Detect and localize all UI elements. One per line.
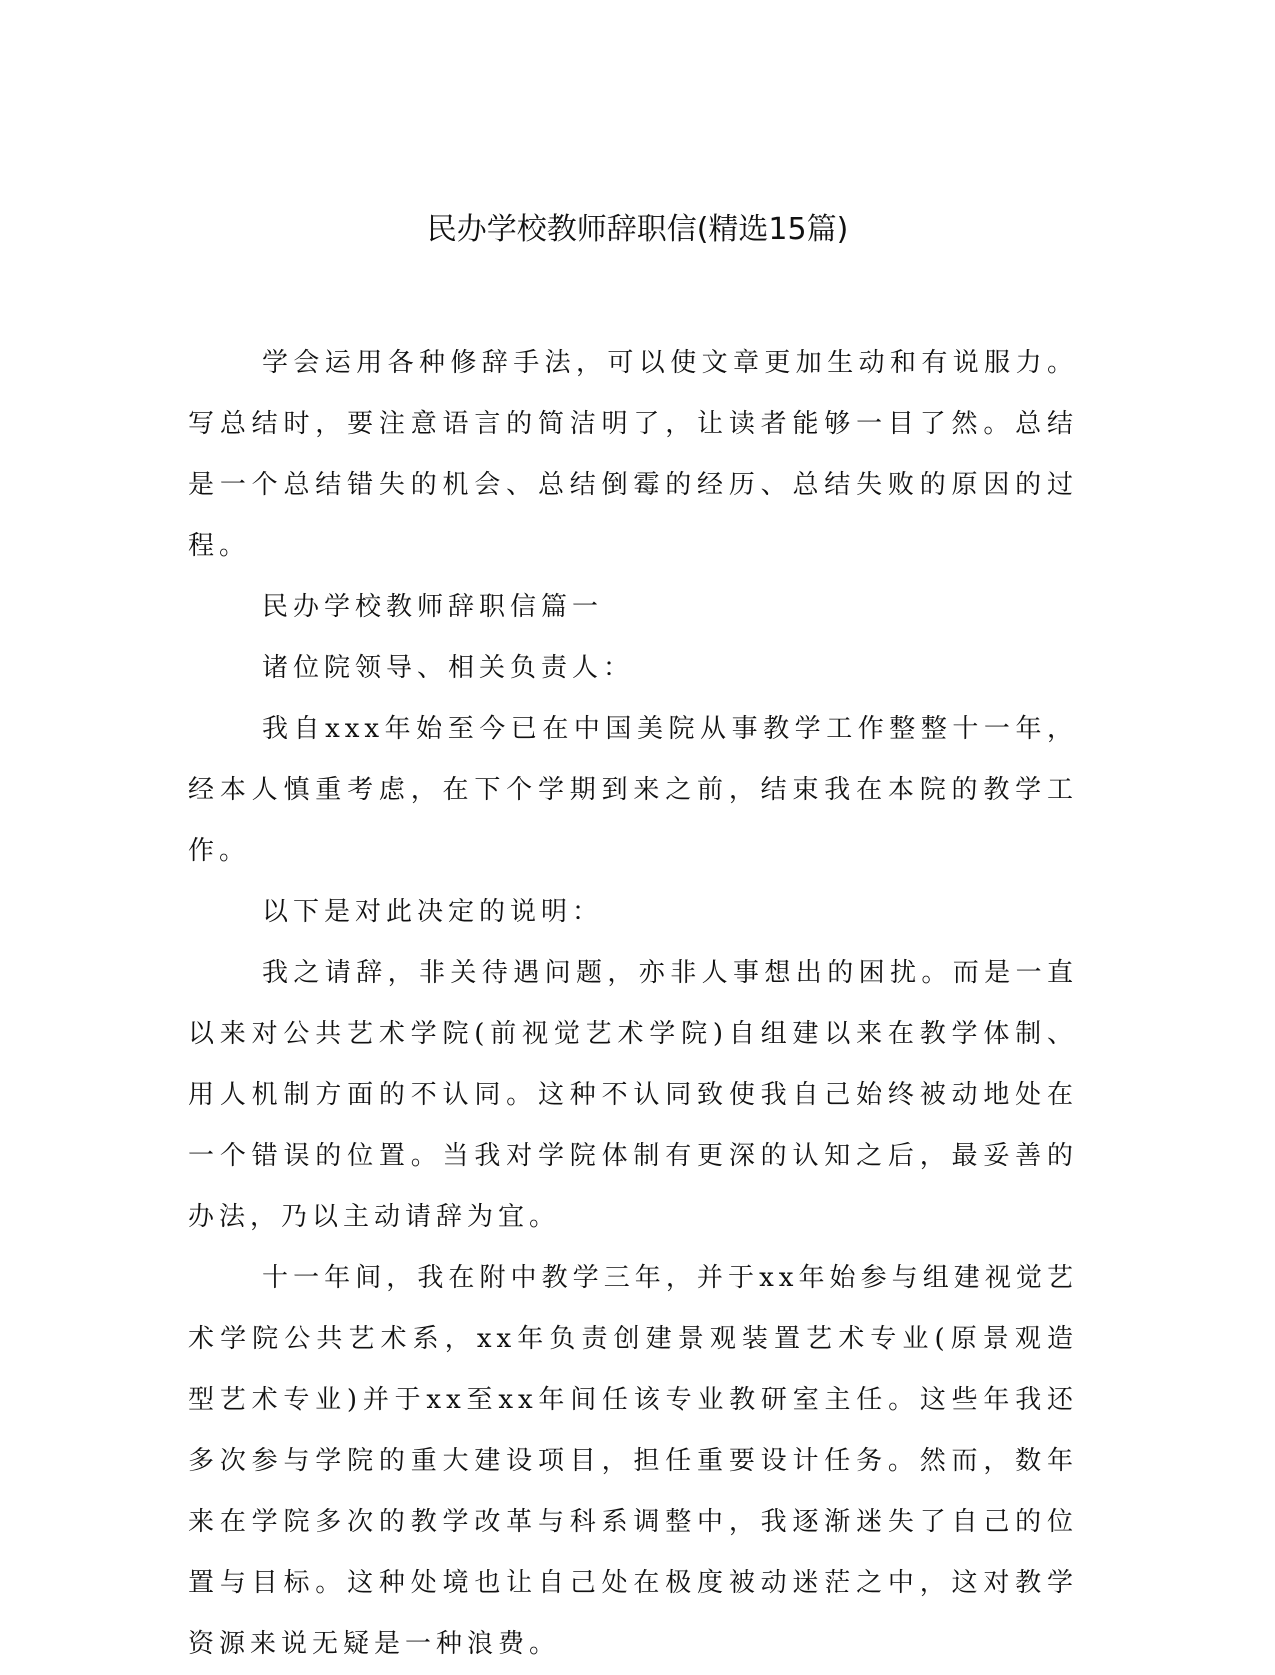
letter-salutation: 诸位院领导、相关负责人：: [262, 653, 635, 683]
document-body: [188, 333, 1078, 1675]
paragraph-explanation-lead: 以下是对此决定的说明：: [262, 897, 604, 927]
paragraph-intro: 学会运用各种修辞手法，可以使文章更加生动和有说服力。写总结时，要注意语言的简洁明了，让读者能够一目了然。总结是一个总结错失的机会、总结倒霉的经历、总结失败的原因的过程。: [188, 348, 1078, 561]
paragraph-resignation: 我自xxx年始至今已在中国美院从事教学工作整整十一年，经本人慎重考虑，在下个学期到来之前，结束我在本院的教学工作。: [188, 714, 1078, 866]
paragraph-reason: 我之请辞，非关待遇问题，亦非人事想出的困扰。而是一直以来对公共艺术学院(前视觉艺术学院)自组建以来在教学体制、用人机制方面的不认同。这种不认同致使我自己始终被动地处在一个错误的位置。当我对学院体制有更深的认知之后，最妥善的办法，乃以主动请辞为宜。: [188, 958, 1078, 1232]
section-heading: 民办学校教师辞职信篇一: [262, 592, 604, 622]
document-title: 民办学校教师辞职信(精选15篇): [426, 212, 849, 247]
paragraph-history: 十一年间，我在附中教学三年，并于xx年始参与组建视觉艺术学院公共艺术系，xx年负责创建景观装置艺术专业(原景观造型艺术专业)并于xx至xx年间任该专业教研室主任。这些年我还多次参与学院的重大建设项目，担任重要设计任务。然而，数年来在学院多次的教学改革与科系调整中，我逐渐迷失了自己的位置与目标。这种处境也让自己处在极度被动迷茫之中，这对教学资源来说无疑是一种浪费。: [188, 1263, 1078, 1659]
